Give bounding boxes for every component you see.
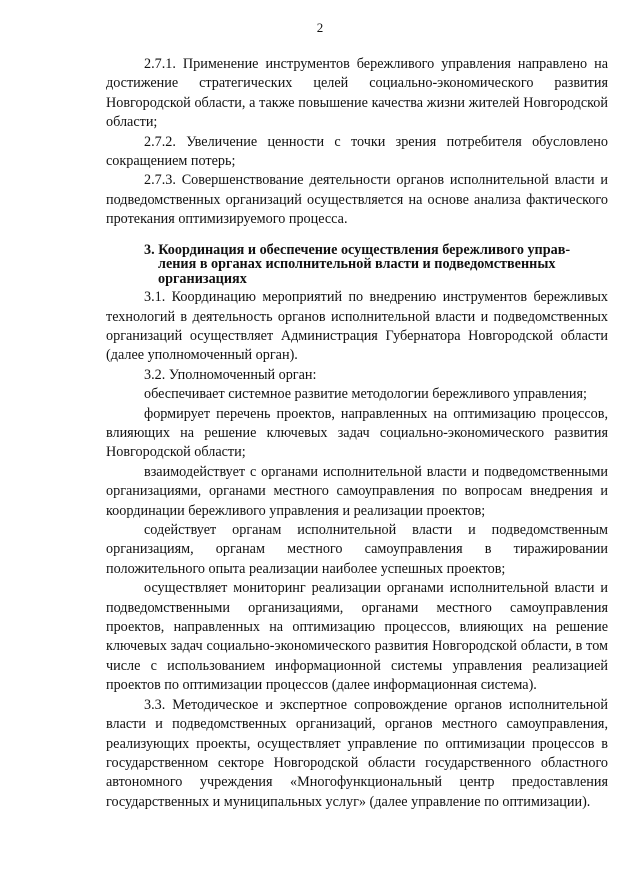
section-3-heading (106, 243, 608, 287)
section-3-heading-line-3: организациях (158, 270, 247, 287)
paragraph-3-1: 3.1. Координацию мероприятий по внедрению инструментов бережливых технологий в деятельность органов исполнительной власти и подведомственных организаций осуществляет Администрация Губернатора Новгородской области (далее уполномоченный орган). (106, 289, 608, 364)
page-number: 2 (316, 20, 324, 35)
list-item-monitoring: осуществляет мониторинг реализации органами исполнительной власти и подведомственными организациями, органами местного самоуправления проектов, направленных на оптимизацию процессов, влияющих на решение ключевых задач социально-экономического развития Новгородской области, в том числе с использованием информационной системы управления реализацией проектов по оптимизации процессов (далее информационная система). (106, 580, 608, 694)
list-item-assistance: содействует органам исполнительной власти и подведомственным организациям, органам местного самоуправления в тиражировании положительного опыта реализации наиболее успешных проектов; (106, 522, 608, 577)
list-item-project-list: формирует перечень проектов, направленных на оптимизацию процессов, влияющих на решение ключевых задач социально-экономического развития Новгородской области; (106, 405, 608, 461)
document-body (106, 55, 608, 812)
paragraph-2-7-3: 2.7.3. Совершенствование деятельности органов исполнительной власти и подведомственных организаций осуществляется на основе анализа фактического протекания оптимизируемого процесса. (106, 172, 608, 228)
section-3-heading-line-2: ления в органах исполнительной власти и подведомственных (158, 256, 556, 273)
paragraph-2-7-1: 2.7.1. Применение инструментов бережливого управления направлено на достижение стратегических целей социально-экономического развития Новгородской области, а также повышение качества жизни жителей Новгородской области; (106, 56, 608, 131)
section-3-heading-line-1: 3. Координация и обеспечение осуществления бережливого управ- (144, 241, 571, 258)
list-item-methodology: обеспечивает системное развитие методологии бережливого управления; (144, 386, 587, 403)
list-item-interaction: взаимодействует с органами исполнительной власти и подведомственными организациями, органами местного самоуправления по вопросам внедрения и координации бережливого управления и реализации проектов; (106, 463, 608, 519)
paragraph-3-2: 3.2. Уполномоченный орган: (144, 366, 317, 383)
paragraph-3-3: 3.3. Методическое и экспертное сопровождение органов исполнительной власти и подведомственных организаций, органов местного самоуправления, реализующих проекты, осуществляет управление по оптимизации процессов в государственном секторе Новгородской области государственного областного автономного учреждения «Многофункциональный центр предоставления государственных и муниципальных услуг» (далее управление по оптимизации). (106, 696, 608, 810)
paragraph-2-7-2: 2.7.2. Увеличение ценности с точки зрения потребителя обусловлено сокращением потерь; (106, 133, 608, 170)
